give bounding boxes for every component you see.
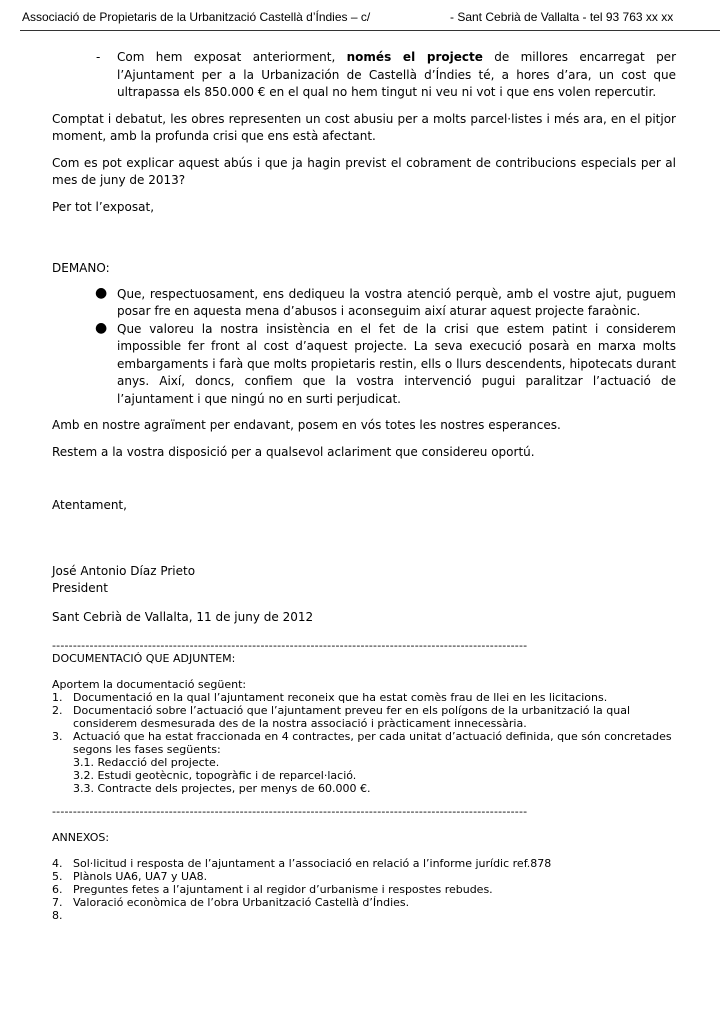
demano-item	[52, 286, 676, 321]
documentacio-subitem: 3.3. Contracte dels projectes, per menys de 60.000 €.	[73, 782, 371, 795]
item-text: Documentació en la qual l’ajuntament reconeix que ha estat comès frau de llei en les licitacions.	[73, 691, 608, 704]
documentacio-subitem: 3.2. Estudi geotècnic, topogràfic i de reparcel·lació.	[73, 769, 357, 782]
page-header	[22, 10, 720, 28]
intro-list-item	[52, 49, 676, 102]
paragraph-cost: Comptat i debatut, les obres representen un cost abusiu per a molts parcel·listes i més ara, en el pitjor moment, amb la profunda crisi que ens està afectant.	[52, 111, 676, 143]
signer-role: President	[52, 581, 108, 595]
demano-heading: DEMANO:	[52, 261, 110, 275]
dash-marker: -	[96, 50, 101, 64]
documentacio-heading: DOCUMENTACIÓ QUE ADJUNTEM:	[52, 652, 236, 665]
annex-item	[52, 870, 676, 883]
documentacio-intro: Aportem la documentació següent:	[52, 678, 247, 691]
item-number: 4.	[52, 857, 63, 870]
item-number: 2.	[52, 704, 63, 717]
item-number: 7.	[52, 896, 63, 909]
section-separator: ------------------------------------------------------------------------------------------------------------------	[52, 639, 528, 652]
documentacio-item	[52, 691, 676, 704]
demano-item-text: Que valoreu la nostra insistència en el fet de la crisi que estem patint i considerem impossible fer front al cost d’aquest projecte. La seva execució posarà en marxa molts embargaments i farà que molts propietaris restin, ells o llurs descendents, hipotecats durant anys. Així, doncs, confiem que la vostra intervenció pugui paralitzar l’actuació de l’ajuntament i que ningú no en surti perjudicat.	[117, 321, 676, 406]
demano-item	[52, 321, 676, 409]
documentacio-item	[52, 730, 676, 756]
closing-available: Restem a la vostra disposició per a qualsevol aclariment que considereu oportú.	[52, 444, 535, 459]
place-date: Sant Cebrià de Vallalta, 11 de juny de 2012	[52, 609, 314, 624]
item-text: Documentació sobre l’actuació que l’ajuntament preveu fer en els polígons de la urbanització la qual considerem desmesurada des de la nostra associació i pràcticament innecessària.	[73, 704, 631, 730]
header-association-address: Associació de Propietaris de la Urbanització Castellà d’Índies – c/	[22, 10, 371, 24]
item-number: 8.	[52, 909, 63, 922]
documentacio-subitem: 3.1. Redacció del projecte.	[73, 756, 220, 769]
item-number: 6.	[52, 883, 63, 896]
annex-item	[52, 896, 676, 909]
item-text: Sol·licitud i resposta de l’ajuntament a l’associació en relació a l’informe jurídic ref.878	[73, 857, 552, 870]
header-town-phone: - Sant Cebrià de Vallalta - tel 93 763 xx xx	[450, 10, 674, 24]
paragraph-question: Com es pot explicar aquest abús i que ja hagin previst el cobrament de contribucions especials per al mes de juny de 2013?	[52, 155, 676, 187]
item-text: Valoració econòmica de l’obra Urbanització Castellà d’Índies.	[73, 896, 410, 909]
annex-item	[52, 857, 676, 870]
intro-text-after: de millores encarregat per l’Ajuntament per a la Urbanización de Castellà d’Índies té, a hores d’ara, un cost que ultrapassa els 850.000 € en el qual no hem tingut ni veu ni vot i que ens volen repercutir.	[117, 50, 677, 99]
demano-item-text: Que, respectuosament, ens dediqueu la vostra atenció perquè, amb el vostre ajut, puguem posar fre en aquesta mena d’abusos i aconseguim així aturar aquest projecte faraònic.	[117, 286, 676, 318]
annex-item	[52, 883, 676, 896]
closing-regards: Atentament,	[52, 498, 127, 512]
bullet-icon: ●	[95, 284, 108, 301]
item-text: Plànols UA6, UA7 y UA8.	[73, 870, 208, 883]
item-text: Preguntes fetes a l’ajuntament i al regidor d’urbanisme i respostes rebudes.	[73, 883, 493, 896]
header-divider	[20, 30, 720, 31]
closing-thanks: Amb en nostre agraïment per endavant, posem en vós totes les nostres esperances.	[52, 418, 561, 432]
item-text: Actuació que ha estat fraccionada en 4 contractes, per cada unitat d’actuació definida, que són concretades segons les fases següents:	[73, 730, 672, 756]
section-separator: ------------------------------------------------------------------------------------------------------------------	[52, 805, 528, 818]
item-number: 1.	[52, 691, 63, 704]
bullet-icon: ●	[95, 319, 108, 336]
intro-text-before: Com hem exposat anteriorment,	[117, 50, 347, 64]
paragraph-exposat: Per tot l’exposat,	[52, 199, 155, 214]
item-number: 3.	[52, 730, 63, 743]
documentacio-item	[52, 704, 676, 730]
letter-body	[52, 49, 677, 922]
intro-bold-text: només el projecte	[346, 50, 483, 64]
signer-name: José Antonio Díaz Prieto	[52, 563, 196, 578]
annexos-heading: ANNEXOS:	[52, 831, 110, 844]
item-number: 5.	[52, 870, 63, 883]
